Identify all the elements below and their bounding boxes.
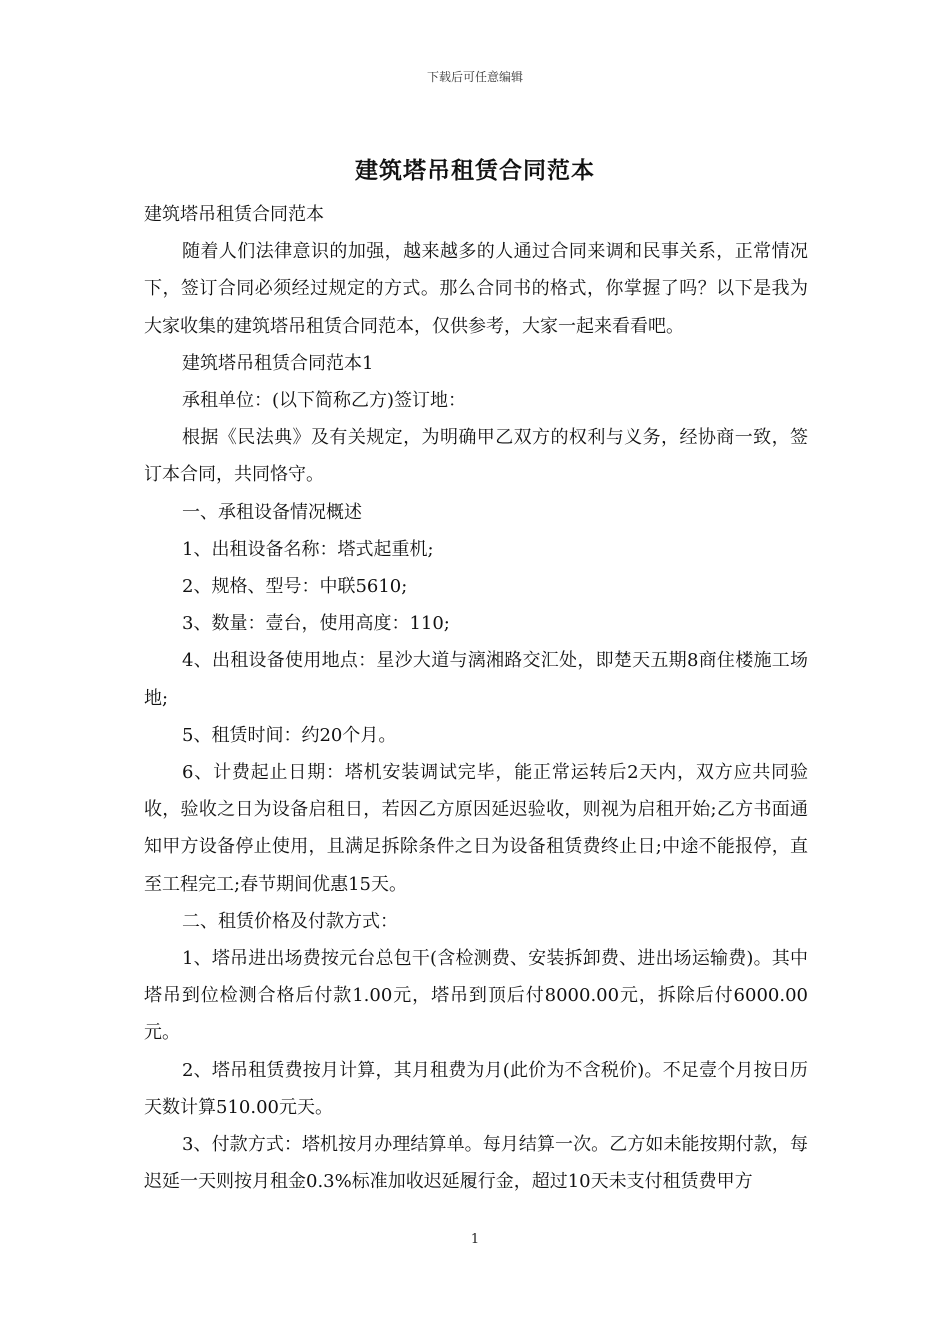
document-body [144,196,808,1200]
list-item: 3、付款方式：塔机按月办理结算单。每月结算一次。乙方如未能按期付款，每迟延一天则按月租金0.3%标准加收迟延履行金，超过10天未支付租赁费甲方 [144,1134,808,1193]
document-title: 建筑塔吊租赁合同范本 [355,157,595,184]
list-item: 5、租赁时间：约20个月。 [182,724,397,746]
paragraph: 建筑塔吊租赁合同范本1 [182,352,374,374]
header-note: 下载后可任意编辑 [426,70,523,84]
list-item: 6、计费起止日期：塔机安装调试完毕，能正常运转后2天内，双方应共同验收，验收之日为设备启租日，若因乙方原因延迟验收，则视为启租开始;乙方书面通知甲方设备停止使用，且满足拆除条件之日为设备租赁费终止日;中途不能报停，直至工程完工;春节期间优惠15天。 [144,762,808,895]
paragraph: 根据《民法典》及有关规定，为明确甲乙双方的权利与义务，经协商一致，签订本合同，共同恪守。 [144,427,808,486]
paragraph: 随着人们法律意识的加强，越来越多的人通过合同来调和民事关系，正常情况下，签订合同必须经过规定的方式。那么合同书的格式，你掌握了吗？以下是我为大家收集的建筑塔吊租赁合同范本，仅供参考，大家一起来看看吧。 [144,241,808,337]
list-item: 3、数量：壹台，使用高度：110; [182,613,450,635]
page-number: 1 [470,1232,480,1247]
list-item: 1、塔吊进出场费按元台总包干(含检测费、安装拆卸费、进出场运输费)。其中塔吊到位检测合格后付款1.00元，塔吊到顶后付8000.00元，拆除后付6000.00元。 [144,948,808,1044]
list-item: 4、出租设备使用地点：星沙大道与漓湘路交汇处，即楚天五期8商住楼施工场地; [144,650,808,709]
paragraph: 承租单位：(以下简称乙方)签订地： [182,390,467,412]
list-item: 1、出租设备名称：塔式起重机; [182,538,434,560]
list-item: 2、规格、型号：中联5610; [182,576,408,598]
section-heading: 一、承租设备情况概述 [182,501,362,523]
section-heading: 二、租赁价格及付款方式： [182,910,398,932]
paragraph: 建筑塔吊租赁合同范本 [144,204,324,225]
list-item: 2、塔吊租赁费按月计算，其月租费为月(此价为不含税价)。不足壹个月按日历天数计算510.00元天。 [144,1059,808,1118]
